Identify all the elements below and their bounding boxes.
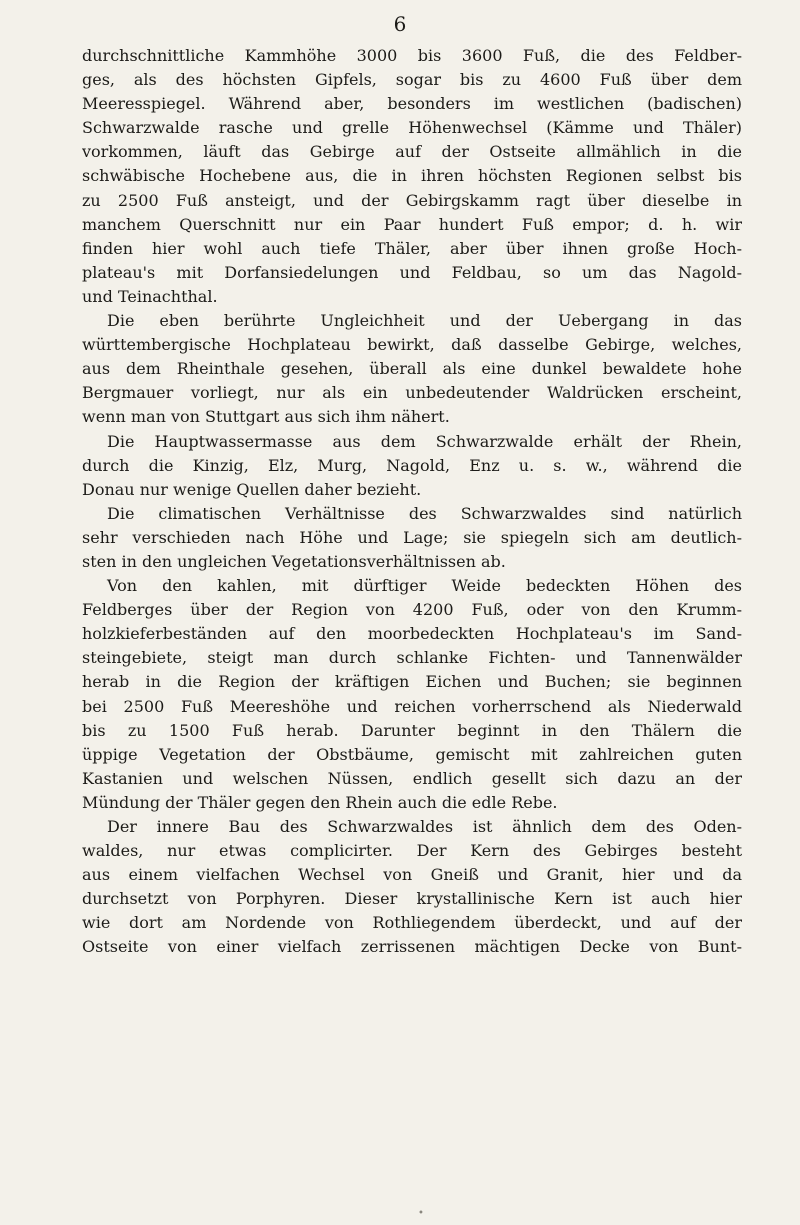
text-line: Donau nur wenige Quellen daher bezieht. xyxy=(82,479,422,499)
page-number: 6 xyxy=(393,12,407,36)
text-line: bei 2500 Fuß Meereshöhe und reichen vorherrschend als Niederwald xyxy=(82,696,742,716)
text-line: vorkommen, läuft das Gebirge auf der Ostseite allmählich in die xyxy=(82,142,742,162)
text-line: Der innere Bau des Schwarzwaldes ist ähnlich dem des Oden- xyxy=(107,817,742,836)
text-line: wie dort am Nordende von Rothliegendem überdeckt, und auf der xyxy=(82,913,742,933)
text-line: bis zu 1500 Fuß herab. Darunter beginnt in den Thälern die xyxy=(82,720,742,740)
text-line: württembergische Hochplateau bewirkt, daß dasselbe Gebirge, welches, xyxy=(82,335,742,355)
text-line: wenn man von Stuttgart aus sich ihm nähert. xyxy=(82,407,450,427)
text-line: aus einem vielfachen Wechsel von Gneiß und Granit, hier und da xyxy=(82,865,742,885)
text-line: Kastanien und welschen Nüssen, endlich gesellt sich dazu an der xyxy=(82,768,742,788)
text-line: holzkieferbeständen auf den moorbedeckten Hochplateau's im Sand- xyxy=(82,624,742,644)
text-line: durchschnittliche Kammhöhe 3000 bis 3600 Fuß, die des Feldber- xyxy=(82,46,742,65)
text-line: sehr verschieden nach Höhe und Lage; sie spiegeln sich am deutlich- xyxy=(82,527,742,547)
text-line: Meeresspiegel. Während aber, besonders im westlichen (badischen) xyxy=(82,94,742,114)
text-line: schwäbische Hochebene aus, die in ihren höchsten Regionen selbst bis xyxy=(82,166,742,186)
text-line: waldes, nur etwas complicirter. Der Kern des Gebirges besteht xyxy=(82,841,742,861)
text-line: und Teinachthal. xyxy=(82,286,218,306)
text-line: zu 2500 Fuß ansteigt, und der Gebirgskamm ragt über dieselbe in xyxy=(82,190,742,210)
text-line: Feldberges über der Region von 4200 Fuß, oder von den Krumm- xyxy=(82,600,742,620)
text-line: durch die Kinzig, Elz, Murg, Nagold, Enz u. s. w., während die xyxy=(82,455,742,475)
body-text xyxy=(82,44,742,960)
text-line: finden hier wohl auch tiefe Thäler, aber über ihnen große Hoch- xyxy=(82,238,742,258)
text-line: plateau's mit Dorfansiedelungen und Feldbau, so um das Nagold- xyxy=(82,262,742,282)
text-line: Ostseite von einer vielfach zerrissenen mächtigen Decke von Bunt- xyxy=(82,937,742,957)
text-line: manchem Querschnitt nur ein Paar hundert Fuß empor; d. h. wir xyxy=(82,214,742,234)
text-line: Die eben berührte Ungleichheit und der Uebergang in das xyxy=(107,311,742,331)
text-line: sten in den ungleichen Vegetationsverhältnissen ab. xyxy=(82,551,506,571)
text-line: aus dem Rheinthale gesehen, überall als eine dunkel bewaldete hohe xyxy=(82,359,742,379)
text-line: Von den kahlen, mit dürftiger Weide bedeckten Höhen des xyxy=(107,576,742,596)
bottom-mark: • xyxy=(418,1208,424,1219)
text-line: ges, als des höchsten Gipfels, sogar bis zu 4600 Fuß über dem xyxy=(82,70,742,90)
text-line: Die Hauptwassermasse aus dem Schwarzwalde erhält der Rhein, xyxy=(107,431,742,451)
text-line: Bergmauer vorliegt, nur als ein unbedeutender Waldrücken erscheint, xyxy=(82,383,742,403)
text-line: Schwarzwalde rasche und grelle Höhenwechsel (Kämme und Thäler) xyxy=(82,118,742,138)
text-line: Die climatischen Verhältnisse des Schwarzwaldes sind natürlich xyxy=(107,503,742,523)
text-line: üppige Vegetation der Obstbäume, gemischt mit zahlreichen guten xyxy=(82,744,742,764)
text-line: durchsetzt von Porphyren. Dieser krystallinische Kern ist auch hier xyxy=(82,889,742,909)
text-line: herab in die Region der kräftigen Eichen und Buchen; sie beginnen xyxy=(82,672,742,692)
text-line: steingebiete, steigt man durch schlanke Fichten- und Tannenwälder xyxy=(82,648,742,668)
text-line: Mündung der Thäler gegen den Rhein auch die edle Rebe. xyxy=(82,792,558,812)
